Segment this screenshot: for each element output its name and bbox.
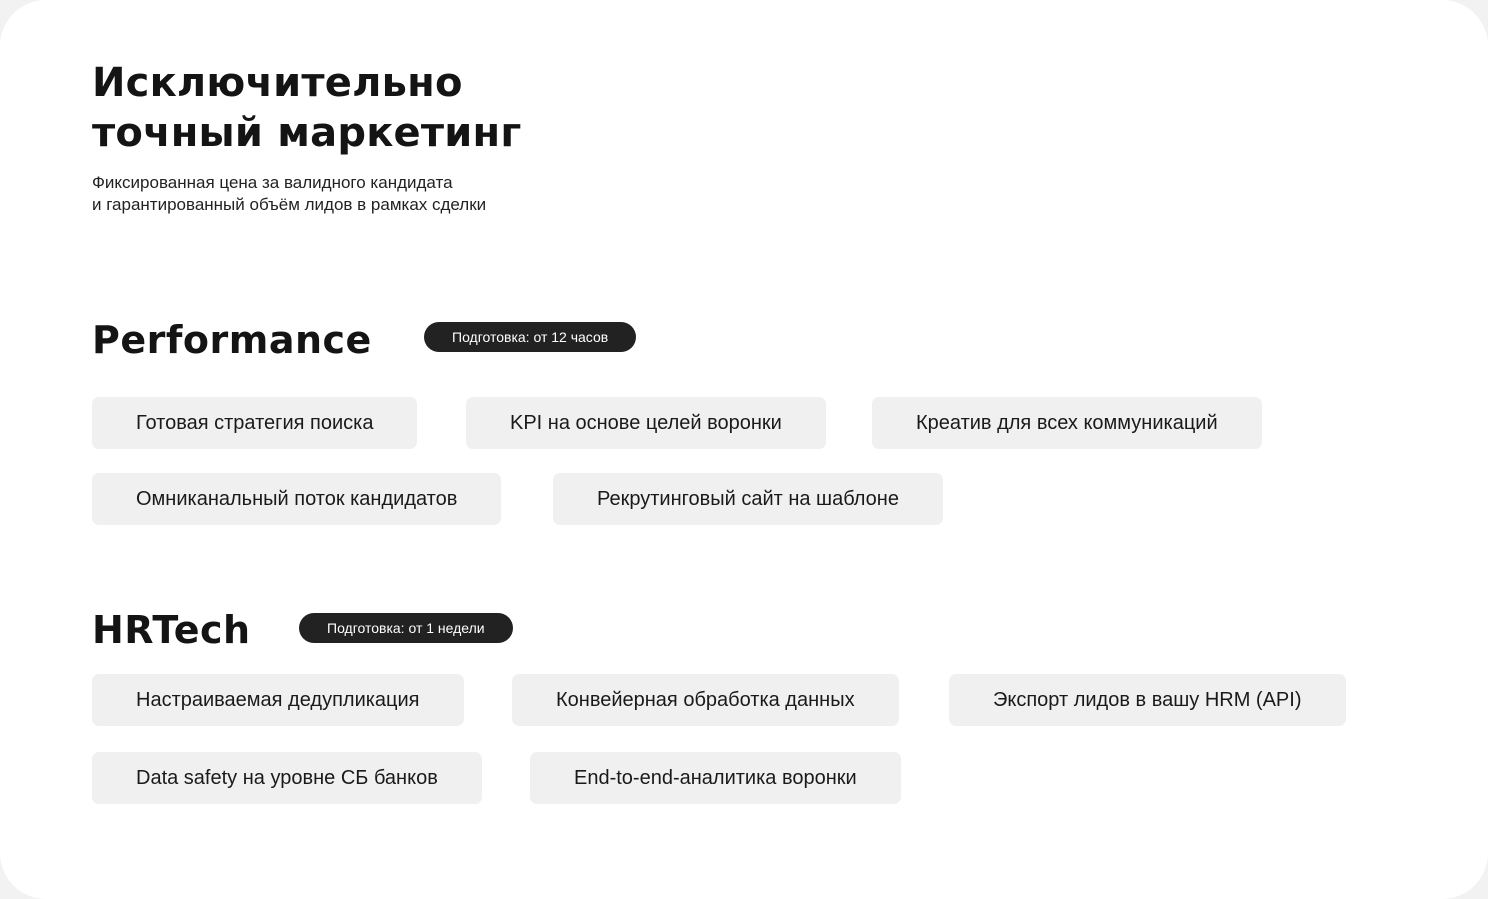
section-title-performance: Performance [92,318,372,362]
feature-chip: Настраиваемая дедупликация [92,674,464,726]
page-subtitle [92,172,486,216]
feature-chip: Экспорт лидов в вашу HRM (API) [949,674,1346,726]
feature-chip: Готовая стратегия поиска [92,397,417,449]
feature-chip: Data safety на уровне СБ банков [92,752,482,804]
page-subtitle-line-1: Фиксированная цена за валидного кандидата [92,173,453,192]
section-title-hrtech: HRTech [92,608,251,652]
feature-chip: Рекрутинговый сайт на шаблоне [553,473,943,525]
feature-chip: Конвейерная обработка данных [512,674,899,726]
page-title-line-1: Исключительно [92,60,463,106]
page-subtitle-line-2: и гарантированный объём лидов в рамках сделки [92,195,487,214]
feature-chip: KPI на основе целей воронки [466,397,826,449]
feature-chip: End-to-end-аналитика воронки [530,752,901,804]
page-title-line-2: точный маркетинг [92,110,522,156]
prep-time-badge-hrtech: Подготовка: от 1 недели [299,613,513,643]
feature-chip: Омниканальный поток кандидатов [92,473,501,525]
feature-chip: Креатив для всех коммуникаций [872,397,1262,449]
page-title [92,58,521,158]
prep-time-badge-performance: Подготовка: от 12 часов [424,322,636,352]
